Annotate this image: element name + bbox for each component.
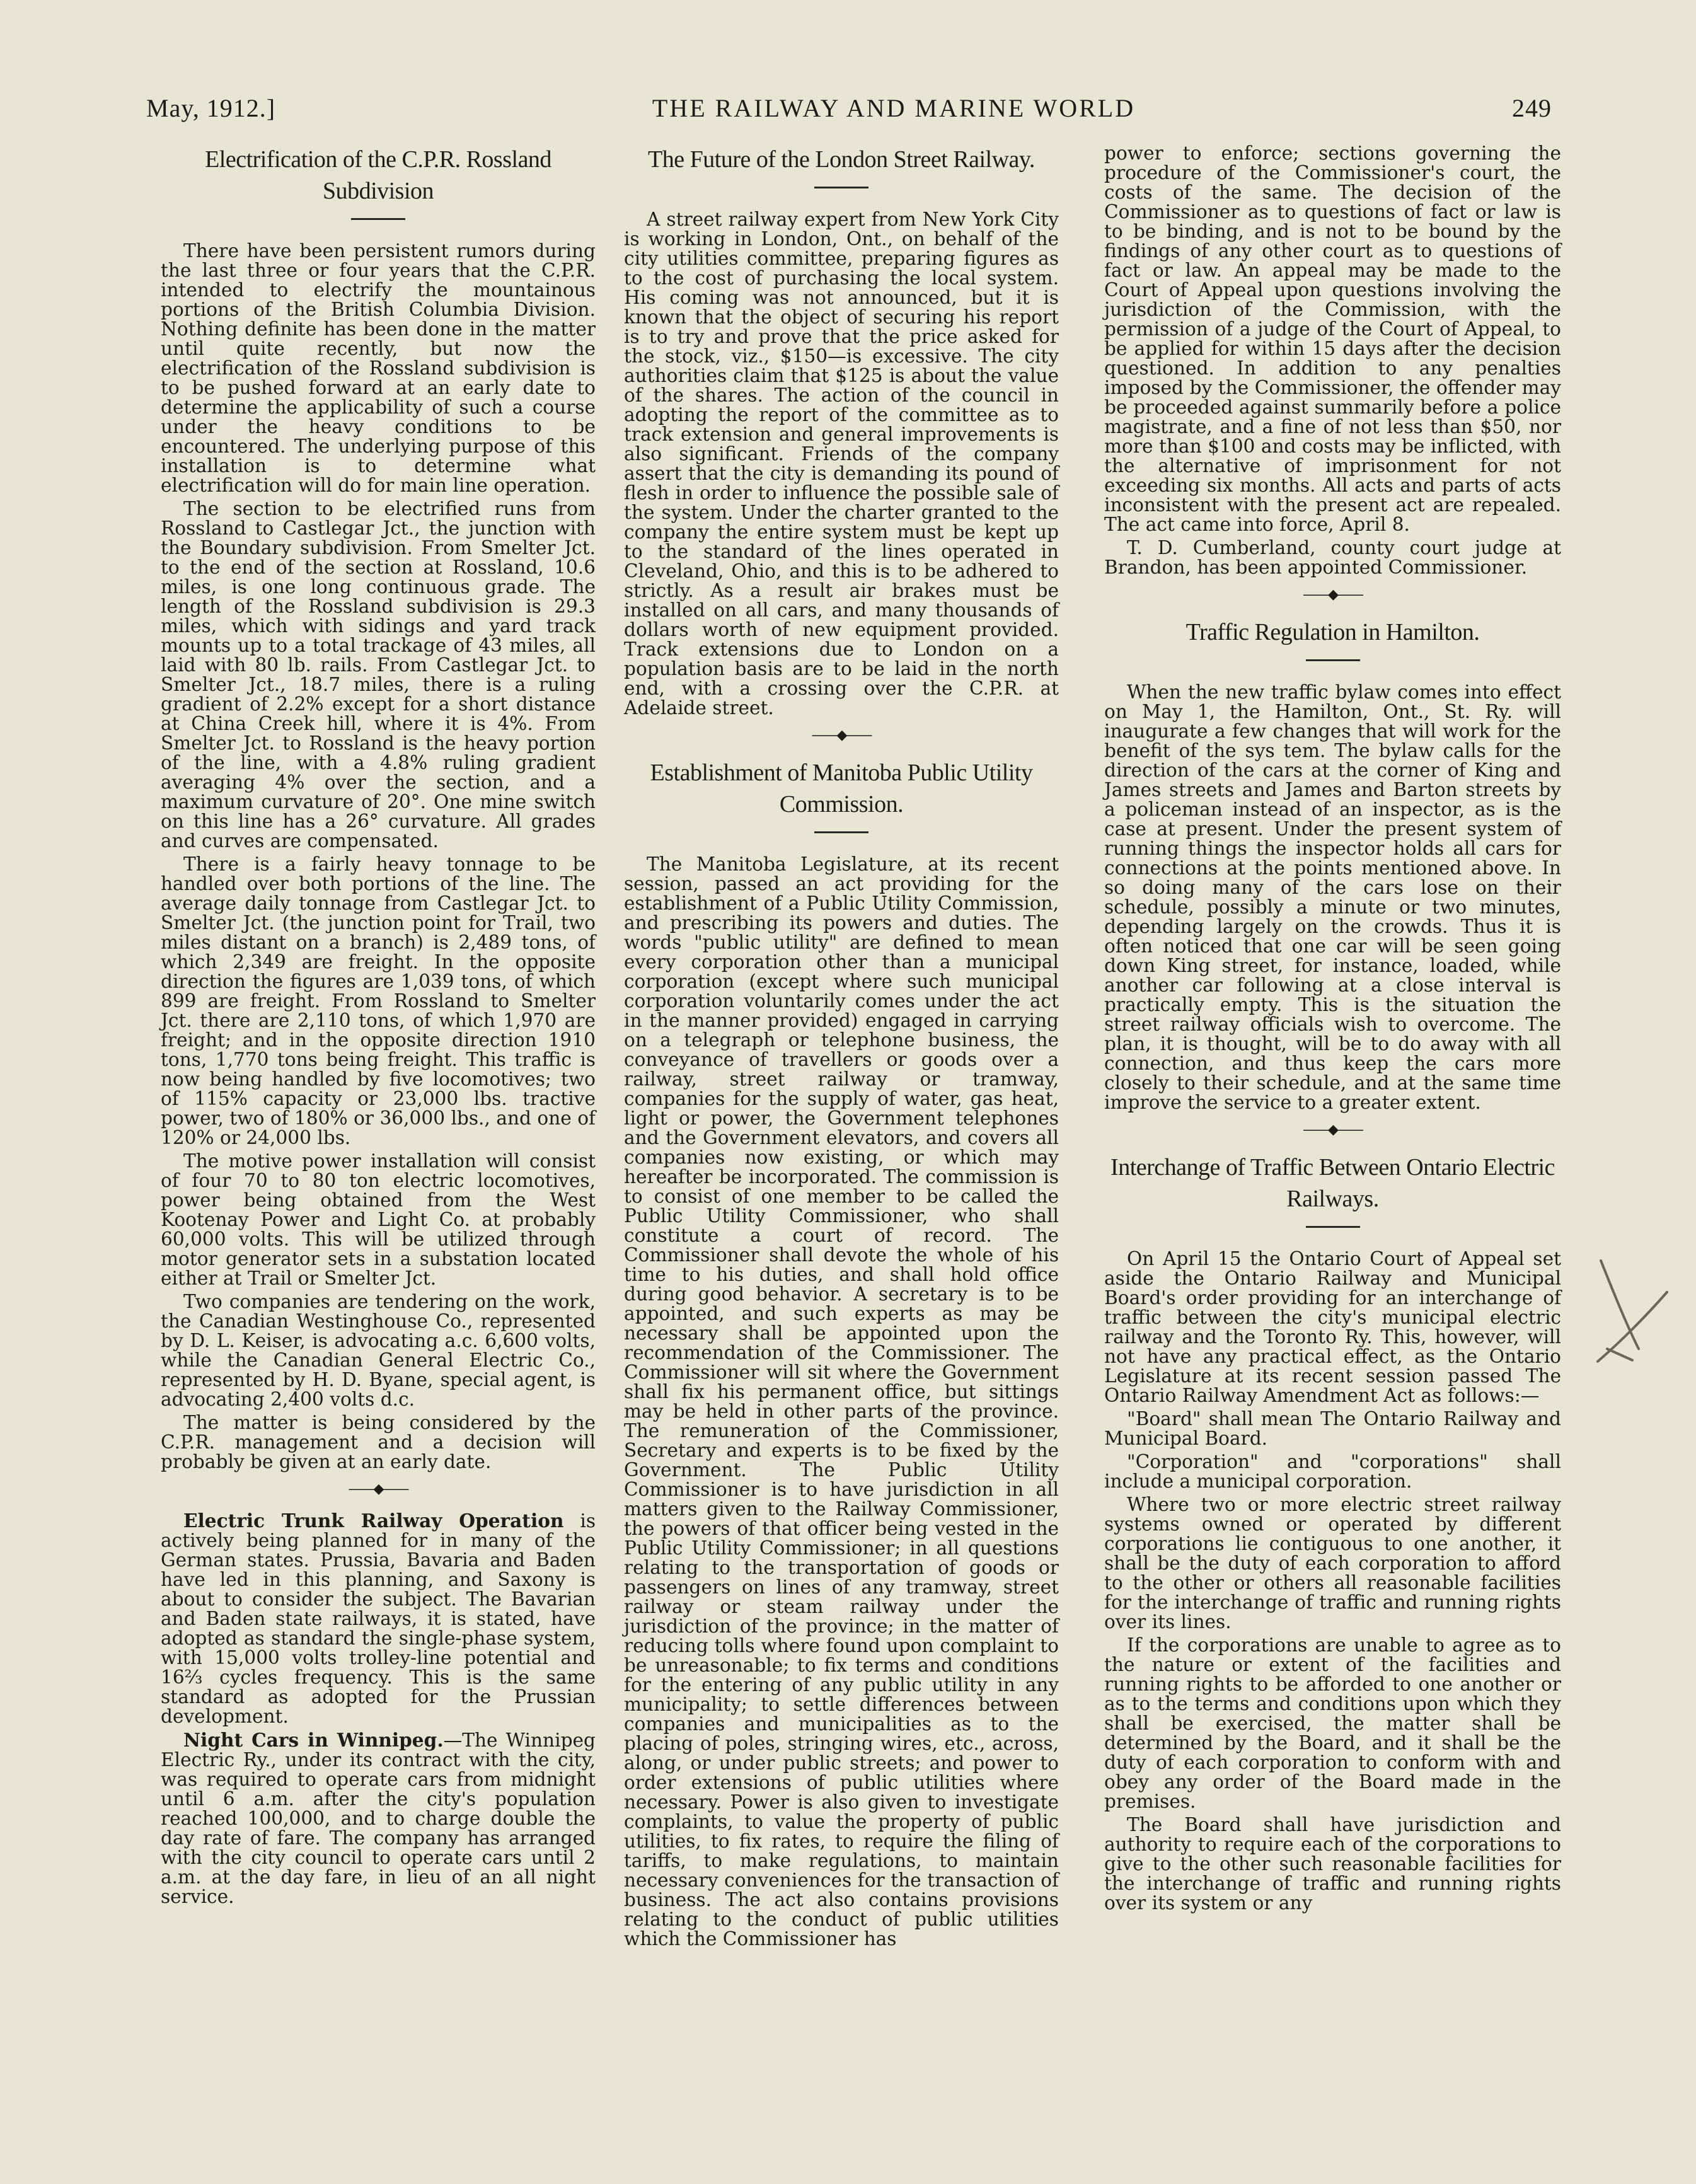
article-london-street-railway: [624, 144, 1059, 718]
paragraph: There is a fairly heavy tonnage to be handled over both portions of the line. The average daily tonnage from Castlegar Jct. to Smelter Jct. (the junction point for Trail, two miles distant on a branch) is 2,489 tons, of which 2,349 are freight. In the opposite direction the figures are 1,039 tons, of which 899 are freight. From Rossland to Smelter Jct. there are 2,110 tons, of which 1,970 are freight; and in the opposite direction 1910 tons, 1,770 tons being freight. This traffic is now being handled by five locomotives; two of 115% capacity or 23,000 lbs. tractive power, two of 180% or 36,000 lbs., and one of 120% or 24,000 lbs.: [161, 853, 596, 1148]
paragraph: "Board" shall mean The Ontario Railway and Municipal Board.: [1104, 1408, 1561, 1449]
paragraph: When the new traffic bylaw comes into effect on May 1, the Hamilton, Ont., St. Ry. will inaugurate a few changes that will work for the benefit of the sys tem. The bylaw calls for the direction of the cars at the corner of King and James streets and James and Barton streets by a policeman instead of an inspector, as is the case at present. Under the present system of running things the inspector holds all cars for connections at the points mentioned above. In so doing many of the cars lose on their schedule, possibly a minute or two minutes, depending largely on the crowds. Thus it is often noticed that one car will be seen going down King street, for instance, loaded, while another car following at a close interval is practically empty. This is the situation the street railway officials wish to overcome. The plan, it is thought, will be to do away with all connection, and thus keep the cars more closely to their schedule, and at the same time improve the service to a greater extent.: [1104, 681, 1561, 1113]
article-title: Interchange of Traffic Between Ontario Electric Railways.: [1110, 1154, 1555, 1212]
news-item-electric-trunk: [161, 1511, 596, 1726]
news-lead: Night Cars in Winnipeg.: [183, 1729, 444, 1751]
section-divider: ——◆——: [348, 1481, 408, 1497]
paragraph: The matter is being considered by the C.P.R. management and a decision will probably be given at an early date.: [161, 1412, 596, 1472]
section-divider: ——◆——: [1303, 587, 1363, 603]
paragraph: There have been persistent rumors during the last three or four years that the C.P.R. intended to electrify the mountainous portions of the British Columbia Division. Nothing definite has been done in the matter until quite recently, but now the electrification of the Rossland subdivision is to be pushed forward at an early date to determine the applicability of such a course under the heavy conditions to be encountered. The underlying purpose of this installation is to determine what electrification will do for main line operation.: [161, 240, 596, 496]
column-2: [624, 144, 1059, 1953]
news-item-night-cars: [161, 1730, 596, 1907]
paragraph: The motive power installation will consist of four 70 to 80 ton electric locomotives, power being obtained from the West Kootenay Power and Light Co. at probably 60,000 volts. This will be utilized through motor generator sets in a substation located either at Trail or Smelter Jct.: [161, 1150, 596, 1289]
title-rule: [1306, 659, 1360, 661]
running-header: [146, 93, 1552, 131]
paragraph: On April 15 the Ontario Court of Appeal set aside the Ontario Railway and Municipal Board's order providing for an interchange of traffic between the city's municipal electric railway and the Toronto Ry. This, however, will not have any practical effect, as the Ontario Legislature at its recent session passed The Ontario Railway Amendment Act as follows:—: [1104, 1248, 1561, 1406]
title-rule: [1306, 1226, 1360, 1228]
column-3: [1104, 144, 1561, 1917]
news-text: is actively being planned for in many of the German states. Prussia, Bavaria and Baden have led in this planning, and Saxony is about to consider the subject. The Bavarian and Baden state railways, it is stated, have adopted as standard the single-phase system, with 15,000 volts trolley-line potential and 16⅔ cycles frequency. This is the same standard as adopted for the Prussian development.: [161, 1510, 596, 1727]
paragraph: A street railway expert from New York City is working in London, Ont., on behalf of the city utilities committee, preparing figures as to the cost of purchasing the local system. His coming was not announced, but it is known that the object of securing his report is to try and prove that the price asked for the stock, viz., $150—is excessive. The city authorities claim that $125 is about the value of the shares. The action of the council in adopting the report of the committee as to track extension and general improvements is also significant. Friends of the company assert that the city is demanding its pound of flesh in order to influence the possible sale of the system. Under the charter granted to the company the entire system must be kept up to the standard of the lines operated in Cleveland, Ohio, and this is to be adhered to strictly. As a result air brakes must be installed on all cars, and many thousands of dollars worth of new equipment provided. Track extensions due to London on a population basis are to be laid in the north end, with a crossing over the C.P.R. at Adelaide street.: [624, 209, 1059, 719]
column-1: [161, 144, 596, 1910]
title-rule: [351, 218, 405, 220]
article-ontario-interchange: [1104, 1152, 1561, 1913]
article-title: The Future of the London Street Railway.: [648, 146, 1035, 173]
article-hamilton-traffic: [1104, 616, 1561, 1112]
paragraph: "Corporation" and "corporations" shall include a municipal corporation.: [1104, 1451, 1561, 1492]
article-title: Electrification of the C.P.R. Rossland Subdivision: [205, 146, 551, 204]
paragraph: The Manitoba Legislature, at its recent session, passed an act providing for the establishment of a Public Utility Commission, and prescribing its powers and duties. The words "public utility" are defined to mean every corporation other than a municipal corporation (except where such municipal corporation voluntarily comes under the act in the manner provided) engaged in carrying on a telegraph or telephone business, the conveyance of travellers or goods over a railway, street railway or tramway, companies for the supply of water, gas heat, light or power, the Government telephones and the Government elevators, and covers all companies now existing, or which may hereafter be incorporated. The commission is to consist of one member to be called the Public Utility Commissioner, who shall constitute a court of record. The Commissioner shall devote the whole of his time to his duties, and shall hold office during good behavior. A secretary is to be appointed, and such experts as may be necessary shall be appointed upon the recommendation of the Commissioner. The Commissioner will sit where the Government shall fix his permanent office, but sittings may be held in other parts of the province. The remuneration of the Commissioner, Secretary and experts is to be fixed by the Government. The Public Utility Commissioner is to have jurisdiction in all matters given to the Railway Commissioner, the powers of that officer being vested in the Public Utility Commissioner; in all questions relating to the transportation of goods or passengers on lines of any tramway, street railway or steam railway under the jurisdiction of the province; in the matter of reducing tolls where found upon complaint to be unreasonable; to fix terms and conditions for the entering of any public utility in any municipality; to settle differences between companies and municipalities as to the placing of poles, stringing wires, etc., across, along, or under public streets; and power to order extensions of public utilities where necessary. Power is also given to investigate complaints, to value the property of public utilities, to fix rates, to require the filing of tariffs, to make regulations, to maintain necessary conveniences for the transaction of business. The act also contains provisions relating to the conduct of public utilities which the Commissioner has: [624, 853, 1059, 1950]
article-rossland-electrification: [161, 144, 596, 1472]
article-manitoba-utility-commission: [624, 757, 1059, 1949]
title-rule: [814, 831, 868, 833]
article-title: Establishment of Manitoba Public Utility Commission.: [650, 760, 1033, 818]
paragraph: Two companies are tendering on the work, the Canadian Westinghouse Co., represented by D. L. Keiser, is advocating a.c. 6,600 volts, while the Canadian General Electric Co., represented by H. D. Byane, special agent, is advocating 2,400 volts d.c.: [161, 1291, 596, 1410]
handwritten-check-mark: [1595, 1254, 1670, 1368]
news-lead: Electric Trunk Railway Operation: [183, 1510, 564, 1532]
title-rule: [814, 187, 868, 188]
section-divider: ——◆——: [1303, 1122, 1363, 1138]
paragraph: Where two or more electric street railway systems owned or operated by different corporations lie contiguous to one another, it shall be the duty of each corporation to afford to the other or others all reasonable facilities for the interchange of traffic and running rights over its lines.: [1104, 1494, 1561, 1632]
section-divider: ——◆——: [811, 727, 872, 743]
paragraph: power to enforce; sections governing the procedure of the Commissioner's court, the costs of the same. The decision of the Commissioner as to questions of fact or law is to be binding, and is not to be bound by the findings of any other court as to questions of fact or law. An appeal may be made to the Court of Appeal upon questions involving the jurisdiction of the Commission, with the permission of a judge of the Court of Appeal, to be applied for within 15 days after the decision questioned. In addition to any penalties imposed by the Commissioner, the offender may be proceeded against summarily before a police magistrate, and a fine of not less than $50, nor more than $100 and costs may be inflicted, with the alternative of imprisonment for not exceeding six months. All acts and parts of acts inconsistent with the present act are repealed. The act came into force, April 8.: [1104, 142, 1561, 535]
paragraph: T. D. Cumberland, county court judge at Brandon, has been appointed Commissioner.: [1104, 537, 1561, 578]
article-manitoba-continued: [1104, 144, 1561, 577]
journal-title: THE RAILWAY AND MARINE WORLD: [652, 94, 1136, 122]
page-number: 249: [1511, 94, 1552, 122]
issue-date: May, 1912.]: [146, 94, 276, 122]
article-title: Traffic Regulation in Hamilton.: [1185, 619, 1480, 645]
paragraph: If the corporations are unable to agree as to the nature or extent of the facilities and running rights to be afforded to one another or as to the terms and conditions upon which they shall be exercised, the matter shall be determined by the Board, and it shall be the duty of each corporation to conform with and obey any order of the Board made in the premises.: [1104, 1634, 1561, 1812]
paragraph: The section to be electrified runs from Rossland to Castlegar Jct., the junction with the Boundary subdivision. From Smelter Jct. to the end of the section at Rossland, 10.6 miles, is one long continuous grade. The length of the Rossland subdivision is 29.3 miles, which with sidings and yard track mounts up to a total trackage of 43 miles, all laid with 80 lb. rails. From Castlegar Jct. to Smelter Jct., 18.7 miles, there is a ruling gradient of 2.2% except for a short distance at China Creek hill, where it is 4%. From Smelter Jct. to Rossland is the heavy portion of the line, with a 4.8% ruling gradient averaging 4% over the section, and a maximum curvature of 20°. One mine switch on this line has a 26° curvature. All grades and curves are compensated.: [161, 498, 596, 852]
paragraph: The Board shall have jurisdiction and authority to require each of the corporations to give to the other such reasonable facilities for the interchange of traffic and running rights over its system or any: [1104, 1814, 1561, 1914]
news-text: —The Winnipeg Electric Ry., under its contract with the city, was required to operate cars from midnight until 6 a.m. after the city's population reached 100,000, and to charge double the day rate of fare. The company has arranged with the city council to operate cars until 2 a.m. at the day fare, in lieu of an all night service.: [161, 1730, 596, 1907]
